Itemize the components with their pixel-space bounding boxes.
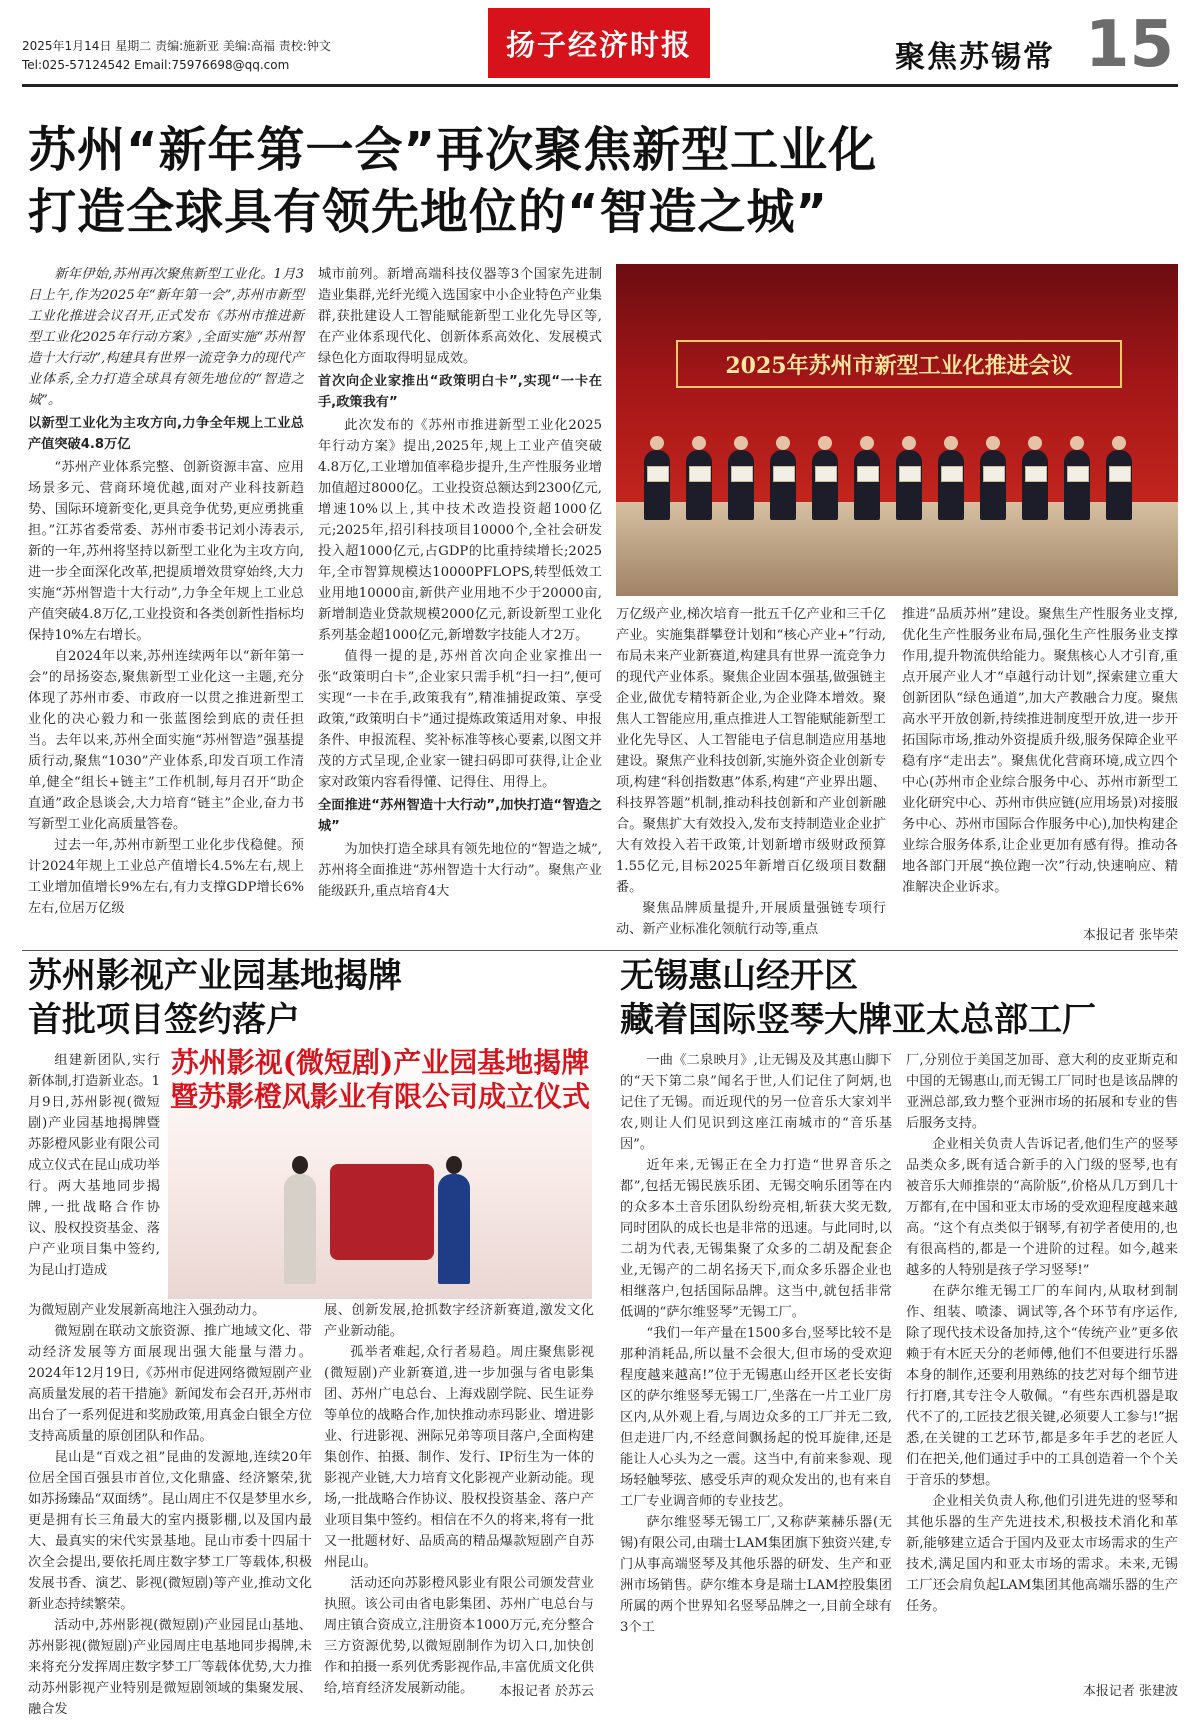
- contact-line: Tel:025-57124542 Email:75976698@qq.com: [22, 58, 290, 72]
- article1-subhead-3: 全面推进“苏州智造十大行动”,加快打造“智造之城”: [318, 798, 602, 834]
- article2-column-1: [28, 1300, 312, 1717]
- guest-left: [284, 1174, 316, 1284]
- article3-paragraph: 近年来,无锡正在全力打造“世界音乐之都”,包括无锡民族乐团、无锡交响乐团等在内的众多本土音乐团队纷纷亮相,斩获大奖无数,同时团队的成长也是非常的迅速。与此同时,以二胡为代表,无锡集聚了众多的二胡及配套企业,无锡产的二胡名扬天下,而众多乐器企业也相继落户,包括国际品牌。这当中,就包括非常低调的“萨尔维竖琴”无锡工厂。: [620, 1158, 892, 1320]
- article1-subhead-2: 首次向企业家推出“政策明白卡”,实现“一卡在手,政策我有”: [318, 374, 602, 410]
- article1-column-4: [902, 604, 1178, 920]
- conference-photo: [616, 264, 1178, 596]
- article3-title-line1: 无锡惠山经开区: [620, 956, 858, 996]
- ceremony-photo: [168, 1044, 592, 1299]
- article2-paragraph: 活动还向苏影橙风影业有限公司颁发营业执照。该公司由省电影集团、苏州广电总台与周庄镇合资成立,注册资本1000万元,充分整合三方资源优势,以微短剧制作为切入口,加快创作和拍摄一系列优秀影视作品,丰富优质文化供给,培育经济发展新动能。: [324, 1576, 594, 1696]
- article3-column-2: [906, 1050, 1178, 1676]
- article3-title-line2: 藏着国际竖琴大牌亚太总部工厂: [620, 1000, 1096, 1040]
- article1-paragraph: “苏州产业体系完整、创新资源丰富、应用场景多元、营商环境优越,面对产业科技新趋势、国际环境新变化,更具竞争优势,更应勇挑重担。”江苏省委常委、苏州市委书记刘小涛表示,新的一年,苏州将坚持以新型工业化为主攻方向,进一步全面深化改革,把提质增效贯穿始终,大力实施“苏州智造十大行动”,力争全年规上工业总产值突破4.8万亿,工业投资和各类创新性指标均保持10%左右增长。: [28, 460, 304, 643]
- article1-title-line1: 苏州“新年第一会”再次聚焦新型工业化: [28, 122, 878, 178]
- article3-paragraph: 企业相关负责人称,他们引进先进的竖琴和其他乐器的生产先进技术,积极技术消化和革新,能够建立适合于国内及亚太市场需求的生产技术,满足国内和亚太市场的需求。未来,无锡工厂还会肩负起LAM集团其他高端乐器的生产任务。: [906, 1494, 1178, 1614]
- article1-paragraph: 值得一提的是,苏州首次向企业家推出一张“政策明白卡”,企业家只需手机“扫一扫”,便可实现“一卡在手,政策我有”,精准捕捉政策、享受政策,“政策明白卡”通过提炼政策适用对象、申报条件、申报流程、奖补标准等核心要素,以图文并茂的方式呈现,企业家一键扫码即可获得,让企业家对政策内容看得懂、记得住、用得上。: [318, 649, 602, 790]
- article2-paragraph: 组建新团队,实行新体制,打造新业态。1月9日,苏州影视(微短剧)产业园基地揭牌暨苏影橙风影业有限公司成立仪式在昆山成功举行。两大基地同步揭牌,一批战略合作协议、股权投资基金、落户产业项目集中签约,为昆山打造成: [28, 1053, 160, 1278]
- article3-paragraph: 企业相关负责人告诉记者,他们生产的竖琴品类众多,既有适合新手的入门级的竖琴,也有被音乐大师推崇的“高阶版”,价格从几万到几十万都有,在中国和亚太市场的受欢迎程度越来越高。“这个有点类似于钢琴,有初学者使用的,也有很高档的,都是一个进阶的过程。如今,越来越多的人特别是孩子学习竖琴!”: [906, 1137, 1178, 1278]
- article2-title-line1: 苏州影视产业园基地揭牌: [28, 956, 402, 996]
- guest-right: [438, 1174, 470, 1284]
- article3-paragraph: 厂,分别位于美国芝加哥、意大利的皮亚斯克和中国的无锡惠山,而无锡工厂同时也是该品牌的亚洲总部,致力整个亚洲市场的拓展和专业的售后服务支持。: [906, 1053, 1178, 1131]
- article1-byline: 本报记者 张毕荣: [1082, 928, 1178, 943]
- article1-title-line2: 打造全球具有领先地位的“智造之城”: [28, 184, 829, 240]
- ceremony-banner-line2: 暨苏影橙风影业有限公司成立仪式: [169, 1080, 590, 1113]
- article2-paragraph: 昆山是“百戏之祖”昆曲的发源地,连续20年位居全国百强县市首位,文化鼎盛、经济繁荣,犹如苏扬臻品“双面绣”。昆山周庄不仅是梦里水乡,更是拥有长三角最大的室内摄影棚,以及国内最大、最真实的宋代实景基地。昆山市委十四届十次全会提出,要依托周庄数字梦工厂等载体,积极发展书香、演艺、影视(微短剧)等产业,推动文化新业态持续繁荣。: [28, 1450, 312, 1612]
- article1-paragraph: 自2024年以来,苏州连续两年以“新年第一会”的昂扬姿态,聚焦新型工业化这一主题,充分体现了苏州市委、市政府一以贯之推进新型工业化的决心毅力和一张蓝图绘到底的责任担当。去年以来,苏州全面实施“苏州智造”强基提质行动,聚焦“1030”产业体系,印发百项工作清单,健全“组长+链主”工作机制,每月召开“助企直通”政企恳谈会,大力培育“链主”企业,奋力书写新型工业化高质量答卷。: [28, 649, 304, 832]
- article1-lead: 新年伊始,苏州再次聚焦新型工业化。1月3日上午,作为2025年“新年第一会”,苏州市新型工业化推进会议召开,正式发布《苏州市推进新型工业化2025年行动方案》,全面实施“苏州智造十大行动”,构建具有世界一流竞争力的现代产业体系,全力打造全球具有领先地位的“智造之城”。: [28, 267, 304, 408]
- conference-banner: 2025年苏州市新型工业化推进会议: [676, 340, 1122, 388]
- article1-paragraph: 推进“品质苏州”建设。聚焦生产性服务业支撑,优化生产性服务业布局,强化生产性服务业支撑作用,提升物流供给能力。聚焦核心人才引育,重点开展产业人才“卓越行动计划”,探索建立重大创新团队“绿色通道”,加大产教融合力度。聚焦高水平开放创新,持续推进制度型开放,进一步开拓国际市场,推动外资提质升级,服务保障企业平稳有序“走出去”。聚焦优化营商环境,成立四个中心(苏州市企业综合服务中心、苏州市新型工业化研究中心、苏州市供应链(应用场景)对接服务中心、苏州市国际合作服务中心),加快构建企业综合服务体系,让企业更加有感有得。推动各地各部门开展“换位跑一次”行动,快速响应、精准解决企业诉求。: [902, 607, 1178, 895]
- unveiling-plaque: [330, 1164, 434, 1260]
- article1-column-1: [28, 264, 304, 944]
- newspaper-masthead: 扬子经济时报: [488, 8, 710, 78]
- article3-paragraph: “我们一年产量在1500多台,竖琴比较不是那种消耗品,所以量不会很大,但市场的受欢迎程度越来越高!”位于无锡惠山经开区老长安街区的萨尔维竖琴无锡工厂,坐落在一片工业厂房区内,从外观上看,与周边众多的工厂并无二致,但走进厂内,不经意间飘扬起的悦耳旋律,还是能让人心头为之一震。这当中,有前来参观、现场轻触琴弦、感受乐声的观众发出的,也有来自工厂专业调音师的专业技艺。: [620, 1326, 892, 1509]
- guest-right-head: [446, 1156, 462, 1174]
- header-rule: [22, 84, 1178, 87]
- article1-paragraph: 聚焦品牌质量提升,开展质量强链专项行动、新产业标准化领航行动等,重点: [616, 901, 886, 937]
- article2-paragraph: 微短剧在联动文旅资源、推广地域文化、带动经济发展等方面展现出强大能量与潜力。2024年12月19日,《苏州市促进网络微短剧产业高质量发展的若干措施》新闻发布会召开,苏州市出台了一系列促进和奖励政策,用真金白银全方位支持高质量的原创团队和作品。: [28, 1324, 312, 1444]
- article2-paragraph: 为微短剧产业发展新高地注入强劲动力。: [28, 1303, 266, 1318]
- article2-byline: 本报记者 於苏云: [498, 1684, 594, 1699]
- article3-paragraph: 在萨尔维无锡工厂的车间内,从取材到制作、组装、喷漆、调试等,各个环节有序运作,除了现代技术设备加持,这个“传统产业”更多依赖于有木匠天分的老师傅,他们不但要进行乐器本身的制作,还要利用熟练的技艺对每个细节进行打磨,其专注令人敬佩。“有些东西机器是取代不了的,工匠技艺很关键,必须要人工参与!”据悉,在关键的工艺环节,都是多年手艺的老匠人们在把关,他们通过手中的工具创造着一个个关于音乐的梦想。: [906, 1284, 1178, 1488]
- date-line: 2025年1月14日 星期二 责编:施新亚 美编:高福 责校:钟文: [22, 39, 331, 53]
- article2-wrap-column: [28, 1050, 160, 1300]
- article1-paragraph: 过去一年,苏州市新型工业化步伐稳健。预计2024年规上工业总产值增长4.5%左右,规上工业增加值增长9%左右,有力支撑GDP增长6%左右,位居万亿级: [28, 838, 304, 916]
- award-row: [644, 432, 1150, 522]
- article1-paragraph: 万亿级产业,梯次培育一批五千亿产业和三千亿产业。实施集群攀登计划和“核心产业+”行动,布局未来产业新赛道,构建具有世界一流竞争力的现代产业体系。聚焦企业固本强基,做强链主企业,做优专精特新企业,为企业降本增效。聚焦人工智能应用,重点推进人工智能赋能新型工业化先导区、人工智能电子信息制造应用基地建设。聚焦产业科技创新,实施外资企业创新专项,构建“科创指数惠”体系,构建“产业界出题、科技界答题”机制,推动科技创新和产业创新融合。聚焦扩大有效投入,发布支持制造业企业扩大有效投入若干政策,计划新增市级财政预算1.55亿元,目标2025年新增百亿级项目数翻番。: [616, 607, 886, 895]
- article1-column-3: [616, 604, 886, 944]
- article1-paragraph: 此次发布的《苏州市推进新型工业化2025年行动方案》提出,2025年,规上工业产值突破4.8万亿,工业增加值率稳步提升,生产性服务业增加值超过8000亿。工业投资总额达到2300亿元,增速10%以上,其中技术改造投资超1000亿元;2025年,招引科技项目10000个,全社会研发投入超1000亿元,占GDP的比重持续增长;2025年,全市智算规模达10000PFLOPS,转型低效工业用地10000亩,新供产业用地不少于20000亩,新增制造业贷款规模2000亿元,新设新型工业化系列基金超1000亿元,新增数字技能人才2万。: [318, 418, 602, 643]
- section-title: 聚焦苏锡常: [895, 40, 1055, 75]
- article1-paragraph: 城市前列。新增高端科技仪器等3个国家先进制造业集群,光纤光缆入选国家中小企业特色产业集群,获批建设人工智能赋能新型工业化先导区等,在产业体系现代化、创新体系高效化、发展模式绿色化方面取得明显成效。: [318, 267, 602, 366]
- section-divider: [22, 950, 1178, 951]
- guest-left-head: [292, 1156, 308, 1174]
- article1-column-2: [318, 264, 602, 944]
- page-number: 15: [1085, 8, 1175, 82]
- article3-byline: 本报记者 张建波: [1082, 1684, 1178, 1699]
- article2-paragraph: 孤举者难起,众行者易趋。周庄聚焦影视(微短剧)产业新赛道,进一步加强与省电影集团、苏州广电总台、上海戏剧学院、民生证券等单位的战略合作,加快推动赤玛影业、增进影业、行进影视、洲际兄弟等项目落户,全面构建集创作、拍摄、制作、发行、IP衍生为一体的影视产业链,大力培育文化影视产业新动能。现场,一批战略合作协议、股权投资基金、落户产业项目集中签约。相信在不久的将来,将有一批又一批题材好、品质高的精品爆款短剧产自苏州昆山。: [324, 1345, 594, 1570]
- article2-paragraph: 活动中,苏州影视(微短剧)产业园昆山基地、苏州影视(微短剧)产业园周庄电基地同步揭牌,未来将充分发挥周庄数字梦工厂等载体优势,大力推动苏州影视产业特别是微短剧领域的集聚发展、融合发: [28, 1618, 312, 1717]
- article2-paragraph: 展、创新发展,抢抓数字经济新赛道,激发文化产业新动能。: [324, 1303, 594, 1339]
- article3-paragraph: 萨尔维竖琴无锡工厂,又称萨莱赫乐器(无锡)有限公司,由瑞士LAM集团旗下独资兴建,专门从事高端竖琴及其他乐器的研发、生产和亚洲市场销售。萨尔维本身是瑞士LAM控股集团所属的两个世界知名竖琴品牌之一,目前全球有3个工: [620, 1515, 892, 1635]
- article1-paragraph: 为加快打造全球具有领先地位的“智造之城”,苏州将全面推进“苏州智造十大行动”。聚焦产业能级跃升,重点培育4大: [318, 842, 602, 899]
- article2-title-line2: 首批项目签约落户: [28, 1000, 300, 1040]
- ceremony-banner-line1: 苏州影视(微短剧)产业园基地揭牌: [170, 1046, 590, 1079]
- article1-subhead-1: 以新型工业化为主攻方向,力争全年规上工业总产值突破4.8万亿: [28, 416, 304, 452]
- article3-column-1: [620, 1050, 892, 1690]
- article3-paragraph: 一曲《二泉映月》,让无锡及及其惠山脚下的“天下第二泉”闻名于世,人们记住了阿炳,也记住了无锡。而近现代的另一位音乐大家刘半农,则让人们见识到这座江南城市的“音乐基因”。: [620, 1053, 892, 1152]
